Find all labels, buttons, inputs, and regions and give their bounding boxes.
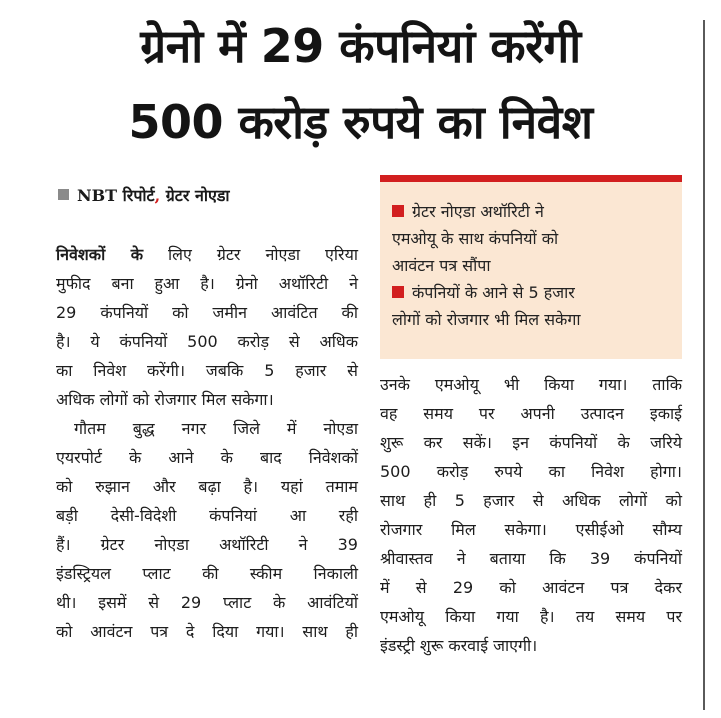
headline-line-1: ग्रेनो में 29 कंपनियां करेंगी [140, 19, 581, 73]
highlight-line: कंपनियों के आने से 5 हजार [412, 283, 575, 302]
paragraph-line: में से 29 को आवंटन पत्र देकर [380, 578, 682, 597]
paragraph-line: इंडस्ट्री शुरू करवाई जाएगी। [380, 636, 538, 655]
paragraph-line: एयरपोर्ट के आने के बाद निवेशकों [56, 448, 358, 467]
paragraph-line: थी। इसमें से 29 प्लाट के आवंटियों [56, 593, 358, 612]
column-edge-rule [703, 20, 705, 710]
paragraph-line: श्रीवास्तव ने बताया कि 39 कंपनियों [380, 549, 682, 568]
paragraph-line: का निवेश करेंगी। जबकि 5 हजार से [56, 361, 358, 380]
highlight-line: ग्रेटर नोएडा अथॉरिटी ने [412, 202, 544, 221]
article-column-left [56, 240, 358, 646]
paragraph-line: अधिक लोगों को रोजगार मिल सकेगा। [56, 390, 274, 409]
highlight-item [392, 198, 672, 279]
highlight-line: एमओयू के साथ कंपनियों को [392, 229, 559, 248]
byline-separator: , [154, 186, 161, 205]
paragraph-line: है। ये कंपनियों 500 करोड़ से अधिक [56, 332, 358, 351]
paragraph-line: एमओयू किया गया है। तय समय पर [380, 607, 682, 626]
headline-line-2: 500 करोड़ रुपये का निवेश [128, 95, 593, 149]
paragraph-line: गौतम बुद्ध नगर जिले में नोएडा [74, 419, 358, 438]
paragraph-line: को रुझान और बढ़ा है। यहां तमाम [56, 477, 358, 496]
lead-word: निवेशकों के [56, 245, 143, 264]
highlight-item [392, 279, 672, 333]
paragraph-line: 500 करोड़ रुपये का निवेश होगा। [380, 462, 682, 481]
paragraph-line: शुरू कर सकें। इन कंपनियों के जरिये [380, 433, 682, 452]
highlight-line: लोगों को रोजगार भी मिल सकेगा [392, 310, 581, 329]
paragraph-line: मुफीद बना हुआ है। ग्रेनो अथॉरिटी ने [56, 274, 358, 293]
paragraph-line: उनके एमओयू भी किया गया। ताकि [380, 375, 682, 394]
paragraph-line: निवेशकों के लिए ग्रेटर नोएडा एरिया [56, 245, 358, 264]
paragraph-line: हैं। ग्रेटर नोएडा अथॉरिटी ने 39 [56, 535, 358, 554]
byline [58, 184, 230, 206]
article-column-right [380, 370, 682, 660]
bullet-square-icon [392, 286, 404, 298]
highlights-box [380, 175, 682, 359]
paragraph-line: रोजगार मिल सकेगा। एसीईओ सौम्य [380, 520, 682, 539]
byline-reporter: NBT रिपोर्ट [77, 186, 155, 205]
paragraph-line: को आवंटन पत्र दे दिया गया। साथ ही [56, 622, 358, 641]
bullet-square-icon [392, 205, 404, 217]
byline-square-icon [58, 189, 69, 200]
byline-place: ग्रेटर नोएडा [160, 186, 230, 205]
paragraph-line: 29 कंपनियों को जमीन आवंटित की [56, 303, 358, 322]
highlight-line: आवंटन पत्र सौंपा [392, 256, 491, 275]
paragraph-line: इंडस्ट्रियल प्लाट की स्कीम निकाली [56, 564, 358, 583]
paragraph-line: बड़ी देसी-विदेशी कंपनियां आ रही [56, 506, 358, 525]
headline [0, 8, 721, 160]
paragraph-line: साथ ही 5 हजार से अधिक लोगों को [380, 491, 682, 510]
paragraph-line: वह समय पर अपनी उत्पादन इकाई [380, 404, 682, 423]
